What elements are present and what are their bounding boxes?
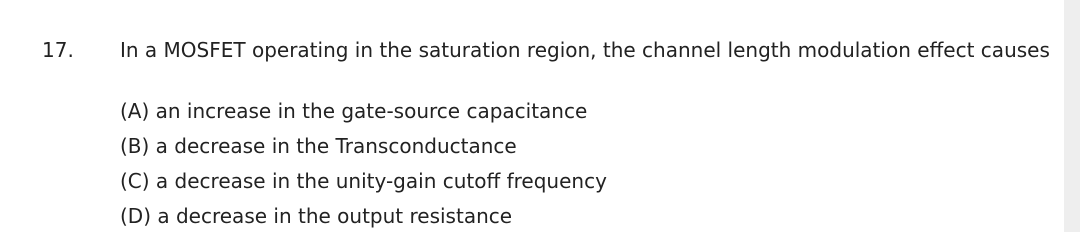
page-edge-divider xyxy=(1064,0,1080,232)
question-text: In a MOSFET operating in the saturation region, the channel length modulation effect causes xyxy=(120,38,1050,62)
option-b: (B) a decrease in the Transconductance xyxy=(120,134,517,158)
question-number: 17. xyxy=(42,38,74,62)
option-d: (D) a decrease in the output resistance xyxy=(120,204,513,228)
option-c: (C) a decrease in the unity-gain cutoff frequency xyxy=(120,169,607,193)
answer-options xyxy=(120,98,607,238)
option-a: (A) an increase in the gate-source capacitance xyxy=(120,99,588,123)
